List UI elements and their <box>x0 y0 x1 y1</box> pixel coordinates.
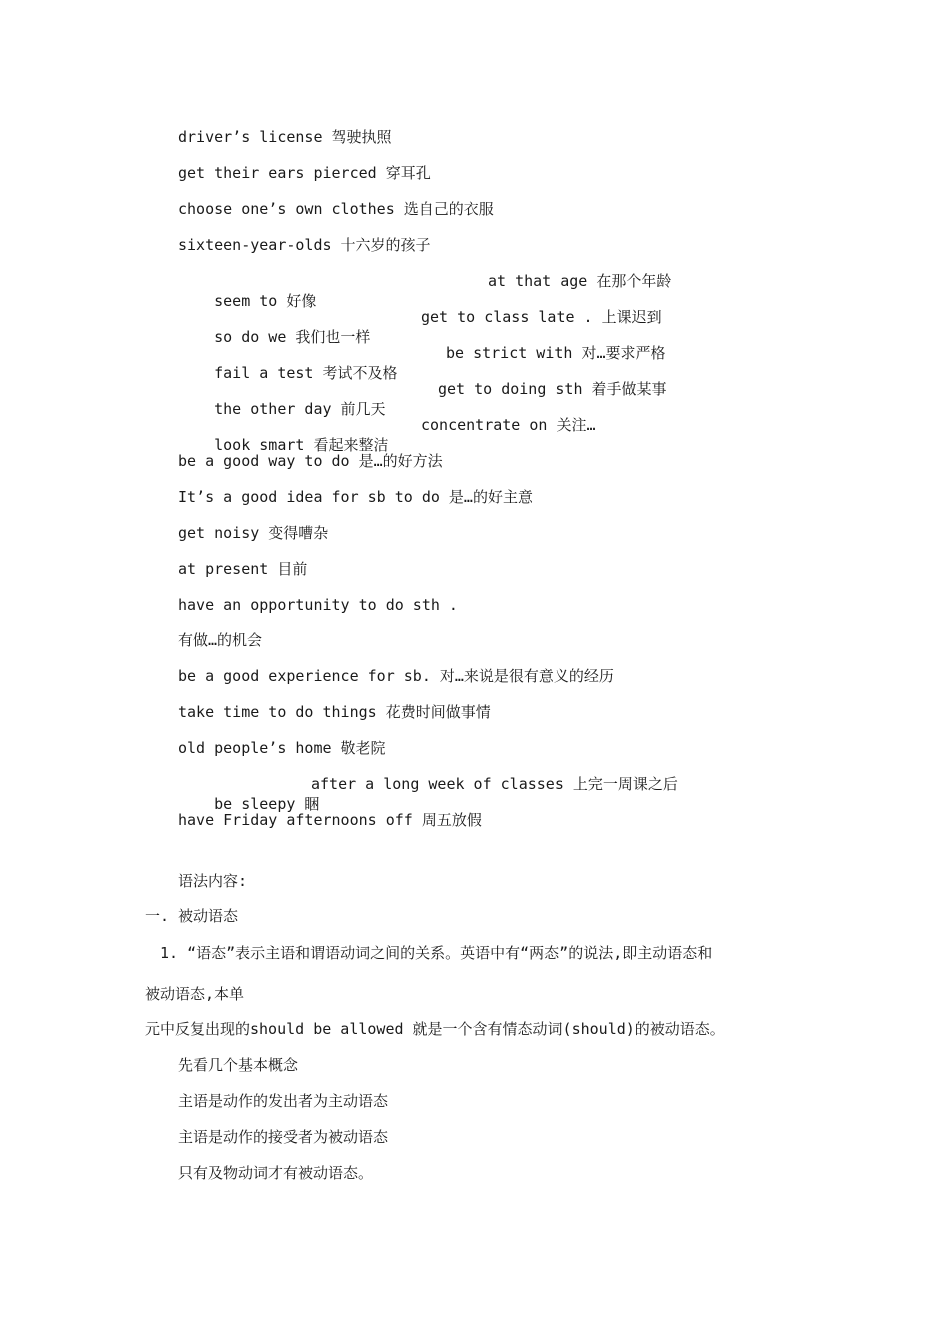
vocab-line <box>178 199 494 219</box>
vocab-phrase: choose one’s own clothes 选自己的衣服 <box>178 200 494 218</box>
section-title: 一. 被动语态 <box>145 907 239 925</box>
vocab-line <box>178 666 614 686</box>
vocab-phrase: at present 目前 <box>178 560 308 578</box>
vocab-phrase: so do we 我们也一样 <box>214 328 371 346</box>
vocab-phrase: old people’s home 敬老院 <box>178 739 386 757</box>
concept-line: 先看几个基本概念 <box>178 1056 299 1074</box>
vocab-phrase: have an opportunity to do sth . <box>178 596 458 614</box>
vocab-line <box>178 235 431 255</box>
vocab-phrase-second: get to class late . 上课迟到 <box>421 308 662 326</box>
vocab-phrase: driver’s license 驾驶执照 <box>178 128 392 146</box>
vocab-line <box>178 810 482 830</box>
concept-line: 主语是动作的接受者为被动语态 <box>178 1128 389 1146</box>
grammar-paragraph-line: 被动语态,本单 <box>145 985 245 1003</box>
vocab-phrase: look smart 看起来整洁 <box>214 436 389 454</box>
vocab-phrase: sixteen-year-olds 十六岁的孩子 <box>178 236 431 254</box>
concept-line: 只有及物动词才有被动语态。 <box>178 1164 374 1182</box>
vocab-phrase: have Friday afternoons off 周五放假 <box>178 811 482 829</box>
vocab-phrase: take time to do things 花费时间做事情 <box>178 703 491 721</box>
concept-line: 主语是动作的发出者为主动语态 <box>178 1092 389 1110</box>
vocab-line <box>178 702 491 722</box>
vocab-phrase: get their ears pierced 穿耳孔 <box>178 164 431 182</box>
vocab-line <box>178 451 443 471</box>
vocab-phrase: It’s a good idea for sb to do 是…的好主意 <box>178 488 533 506</box>
vocab-phrase: be a good way to do 是…的好方法 <box>178 452 443 470</box>
vocab-phrase: the other day 前几天 <box>214 400 386 418</box>
vocab-line <box>178 630 262 650</box>
vocab-line <box>178 738 386 758</box>
vocab-phrase: seem to 好像 <box>214 292 317 310</box>
grammar-heading: 语法内容: <box>178 872 248 890</box>
vocab-phrase: be sleepy 睏 <box>214 795 320 813</box>
vocab-line <box>178 523 328 543</box>
grammar-paragraph-line: 1. “语态”表示主语和谓语动词之间的关系。英语中有“两态”的说法,即主动语态和 <box>160 944 713 962</box>
vocab-line <box>178 559 307 579</box>
grammar-paragraph-line: 元中反复出现的should be allowed 就是一个含有情态动词(should)的被动语态。 <box>145 1020 725 1038</box>
vocab-line <box>178 163 431 183</box>
vocab-phrase: fail a test 考试不及格 <box>214 364 398 382</box>
vocab-phrase-second: concentrate on 关注… <box>421 416 596 434</box>
vocab-line <box>178 595 458 615</box>
vocab-phrase-second: after a long week of classes 上完一周课之后 <box>311 775 678 793</box>
vocab-phrase-second: get to doing sth 着手做某事 <box>438 380 667 398</box>
vocab-phrase: get noisy 变得嘈杂 <box>178 524 329 542</box>
vocab-phrase: 有做…的机会 <box>178 631 263 649</box>
vocab-line <box>178 127 392 147</box>
vocab-line <box>178 487 533 507</box>
vocab-phrase-second: be strict with 对…要求严格 <box>446 344 666 362</box>
vocab-phrase: be a good experience for sb. 对…来说是很有意义的经历 <box>178 667 614 685</box>
vocab-phrase-second: at that age 在那个年龄 <box>488 272 672 290</box>
